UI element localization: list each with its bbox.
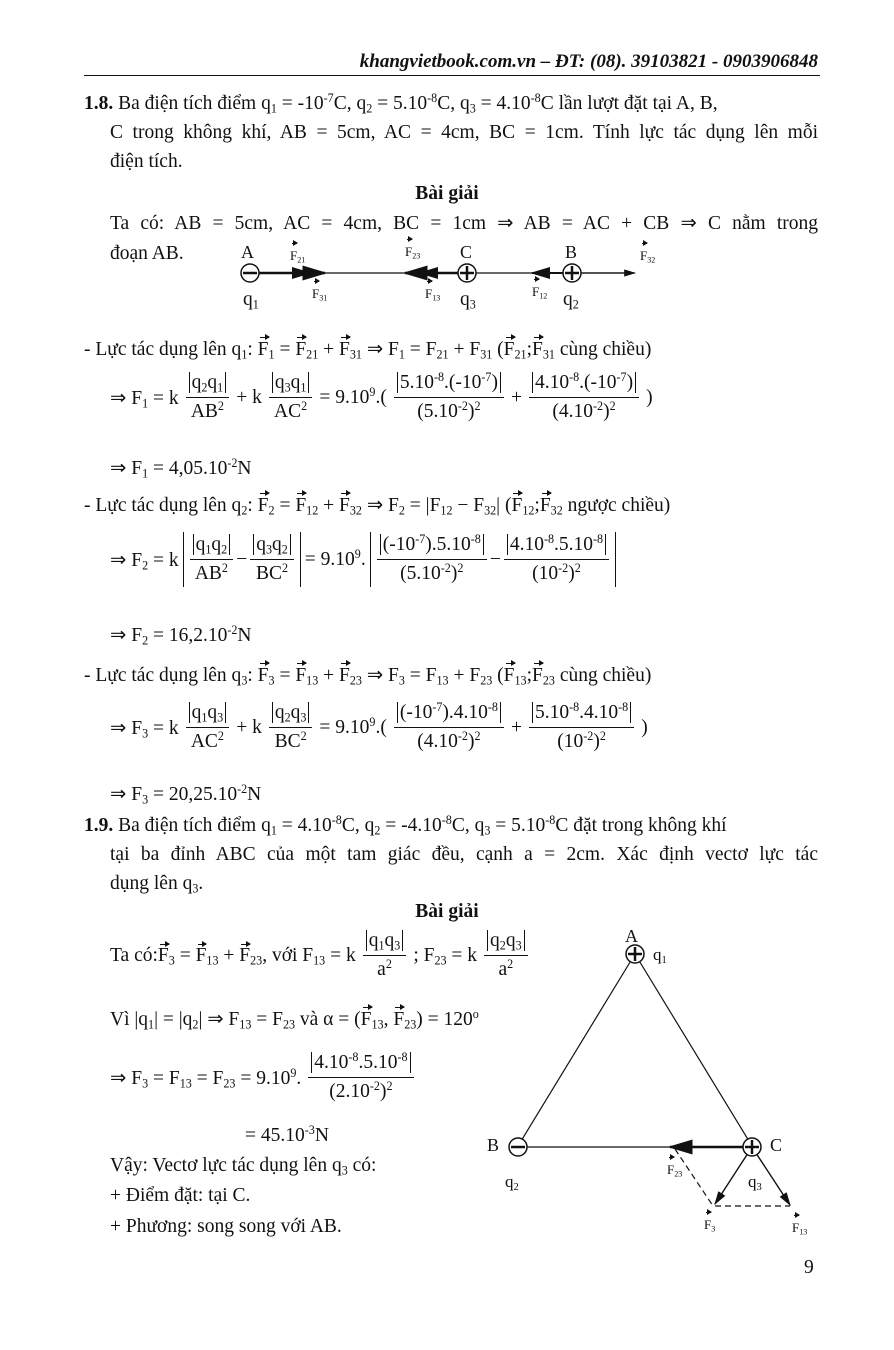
denominator: $AB^2$	[194, 560, 228, 584]
problem-1-9-line3: dụng lên $q_3$.	[110, 873, 204, 896]
text: −	[489, 548, 501, 570]
formula-vi: Vì $|q_1| = |q_2|$ ⇒ $F_{13} = F_{23}$ và $\alpha = (F_{13}$, $F_{23}) = 120^o$	[110, 1006, 479, 1032]
text: Ba điện tích điểm $q_1 = 4.10^{-8}C$, $q_2 = -4.10^{-8}C$, $q_3 = 5.10^{-8}C$ đặt trong không khí	[118, 812, 727, 838]
text: = $9.10^9$.(	[319, 384, 387, 408]
numerator: $q_2q_1$	[189, 372, 227, 393]
label-a: A	[625, 926, 638, 946]
text: +	[510, 386, 522, 408]
denominator: $AC^2$	[274, 398, 308, 422]
text: )	[646, 386, 653, 408]
conclusion-line2: + Điểm đặt: tại C.	[110, 1185, 251, 1206]
denominator: $(2.10^{-2})^2$	[329, 1078, 393, 1102]
formula-f3	[110, 699, 648, 753]
numerator: $4.10^{-8}.5.10^{-8}$	[507, 534, 606, 555]
text: Ta $có:F_3 = F_{13} + F_{23}$, với $F_{13} = k$	[110, 944, 356, 968]
numerator: $5.10^{-8}.4.10^{-8}$	[532, 702, 631, 723]
page-header: khangvietbook.com.vn – ĐT: (08). 39103821 - 0903906848	[359, 51, 818, 72]
charge-positive-icon	[563, 264, 581, 282]
formula-ta-co	[110, 930, 531, 981]
text: ; $F_{23} = k$	[413, 944, 478, 968]
formula-f1	[110, 369, 653, 423]
label-q1: $q_1$	[243, 289, 259, 312]
problem-number: 1.8.	[84, 93, 114, 114]
charge-positive-icon	[743, 1138, 761, 1156]
formula-f2	[110, 532, 616, 587]
numerator: $q_2q_3$	[487, 930, 525, 951]
problem-1-9-line2: tại ba đỉnh ABC của một tam giác đều, cạnh a = 2cm. Xác định vectơ lực tác	[110, 844, 818, 865]
numerator: $4.10^{-8}.(-10^{-7})$	[532, 372, 636, 393]
label-f23: $F_{23}$	[667, 1158, 682, 1182]
charge-positive-icon	[458, 264, 476, 282]
denominator: $(10^{-2})^2$	[557, 728, 606, 752]
text: )	[641, 716, 648, 738]
denominator: $(10^{-2})^2$	[532, 560, 581, 584]
page-number: 9	[804, 1257, 814, 1278]
denominator: $(4.10^{-2})^2$	[417, 728, 481, 752]
denominator: $AB^2$	[190, 398, 224, 422]
problem-1-8-line2: C trong không khí, AB = 5cm, AC = 4cm, BC = 1cm. Tính lực tác dụng lên mỗi	[110, 122, 818, 143]
label-f21: $F_{21}$	[290, 244, 305, 268]
label-f23: $F_{23}$	[405, 240, 420, 264]
text: + k	[236, 716, 262, 738]
label-c: C	[770, 1135, 783, 1155]
problem-1-8-line1	[84, 92, 818, 116]
solution-line1: Ta có: AB = 5cm, AC = 4cm, BC = 1cm ⇒ AB = AC + CB ⇒ C nằm trong	[110, 213, 818, 234]
text: ⇒ $F_3 = k$	[110, 717, 179, 741]
numerator: $4.10^{-8}.5.10^{-8}$	[311, 1052, 410, 1073]
label-f12: $F_{12}$	[532, 280, 547, 304]
denominator: $a^2$	[498, 956, 514, 980]
text: −	[236, 548, 248, 570]
triangle-diagram	[470, 920, 830, 1240]
result-f3-19: = $45.10^{-3}N$	[245, 1122, 329, 1146]
solution-heading: Bài giải	[415, 183, 479, 204]
result-f1: ⇒ $F_1 = 4,05.10^{-2}N$	[110, 455, 252, 481]
text: Ba điện tích điểm $q_1 = -10^{-7}C$, $q_2 = 5.10^{-8}C$, $q_3 = 4.10^{-8}C$ lần lượt đặt tại A, B,	[118, 90, 718, 116]
label-f32: $F_{32}$	[640, 244, 655, 268]
force-q1-line: - Lực tác dụng lên $q_1$: $F_1 = F_{21} + F_{31}$ ⇒ $F_1 = F_{21} + F_{31}$ ($F_{21};F_{31}$ cùng chiều)	[84, 339, 652, 362]
charge-negative-icon	[241, 264, 259, 282]
numerator: $q_1q_2$	[193, 534, 231, 555]
label-f31: $F_{31}$	[312, 282, 327, 306]
label-q2: $q_2$	[505, 1172, 519, 1194]
problem-1-9-line1	[84, 814, 818, 838]
label-b: B	[565, 242, 578, 262]
numerator: $5.10^{-8}.(-10^{-7})$	[397, 372, 501, 393]
label-f13: $F_{13}$	[792, 1216, 807, 1240]
numerator: $q_3q_2$	[253, 534, 291, 555]
result-f3: ⇒ $F_3 = 20,25.10^{-2}N$	[110, 781, 262, 807]
label-q1: $q_1$	[653, 945, 667, 967]
vector-f3	[715, 1147, 752, 1204]
label-f3: $F_3$	[704, 1213, 715, 1237]
numerator: $q_1q_3$	[366, 930, 404, 951]
problem-number: 1.9.	[84, 815, 114, 836]
label-q2: $q_2$	[563, 289, 579, 312]
numerator: $(-10^{-7}).4.10^{-8}$	[397, 702, 501, 723]
numerator: $q_2q_3$	[272, 702, 310, 723]
denominator: $BC^2$	[274, 728, 307, 752]
text: + k	[236, 386, 262, 408]
text: ⇒ $F_1 = k$	[110, 387, 179, 411]
solution-heading: Bài giải	[415, 901, 479, 922]
denominator: $AC^2$	[190, 728, 224, 752]
denominator: $(5.10^{-2})^2$	[400, 560, 464, 584]
label-a: A	[241, 242, 254, 262]
denominator: $(4.10^{-2})^2$	[552, 398, 616, 422]
label-c: C	[460, 242, 473, 262]
solution-line2: đoạn AB.	[110, 243, 184, 264]
text: +	[510, 716, 522, 738]
label-f13: $F_{13}$	[425, 282, 440, 306]
problem-1-8-line3: điện tích.	[110, 151, 183, 172]
text: ⇒ $F_3 = F_{13} = F_{23} = 9.10^9$.	[110, 1065, 302, 1091]
text: = $9.10^9$.	[304, 546, 366, 570]
linear-charges-diagram	[220, 235, 670, 315]
conclusion-line1: Vậy: Vectơ lực tác dụng lên $q_3$ có:	[110, 1155, 377, 1178]
header-rule	[84, 75, 820, 76]
text: = $9.10^9$.(	[319, 714, 387, 738]
label-q3: $q_3$	[460, 289, 476, 312]
text: ⇒ $F_2 = k$	[110, 549, 179, 573]
formula-f3-19	[110, 1049, 417, 1103]
force-q3-line: - Lực tác dụng lên $q_3$: $F_3 = F_{13} + F_{23}$ ⇒ $F_3 = F_{13} + F_{23}$ ($F_{13};F_{23}$ cùng chiều)	[84, 665, 652, 688]
numerator: $q_1q_3$	[189, 702, 227, 723]
label-b: B	[487, 1135, 500, 1155]
force-q2-line: - Lực tác dụng lên $q_2$: $F_2 = F_{12} + F_{32}$ ⇒ $F_2 = |F_{12} - F_{32}|$ ($F_{12};F_{32}$ ngược chiều)	[84, 495, 671, 518]
numerator: $(-10^{-7}).5.10^{-8}$	[380, 534, 484, 555]
denominator: $a^2$	[377, 956, 392, 980]
conclusion-line3: + Phương: song song với AB.	[110, 1216, 342, 1237]
denominator: $(5.10^{-2})^2$	[417, 398, 481, 422]
charge-negative-icon	[509, 1138, 527, 1156]
numerator: $q_3q_1$	[272, 372, 310, 393]
denominator: $BC^2$	[255, 560, 289, 584]
result-f2: ⇒ $F_2 = 16,2.10^{-2}N$	[110, 622, 252, 648]
label-q3: $q_3$	[748, 1172, 762, 1194]
